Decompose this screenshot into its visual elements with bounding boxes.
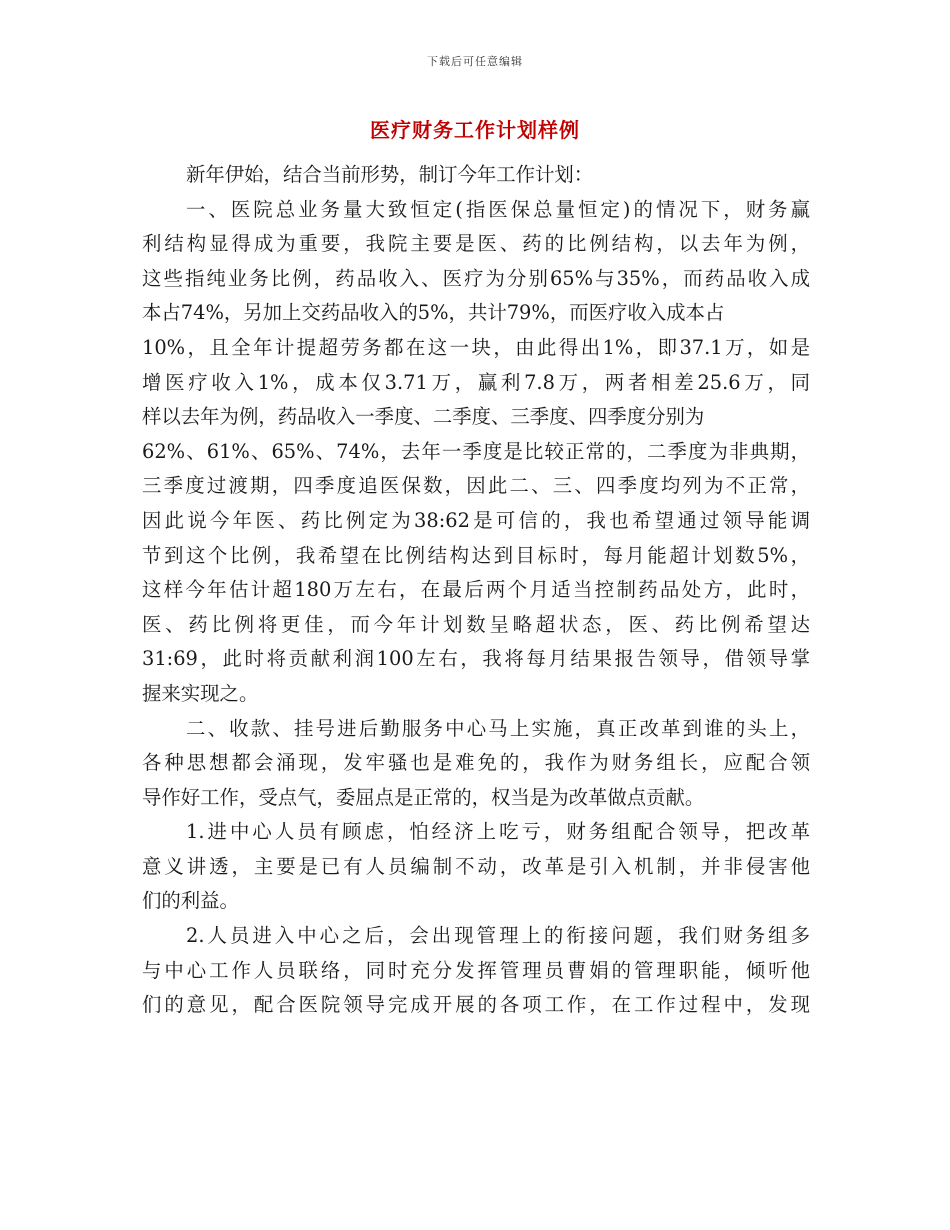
body-text-line: 们的利益。 xyxy=(142,889,239,913)
page-header-note: 下载后可任意编辑 xyxy=(427,55,523,68)
body-text-line: 新年伊始，结合当前形势，制订今年工作计划： xyxy=(186,163,594,186)
body-text-line: 62%、61%、65%、74%，去年一季度是比较正常的，二季度为非典期， xyxy=(142,439,810,463)
document-body xyxy=(142,158,810,1023)
body-text-line: 1.进中心人员有顾虑，怕经济上吃亏，财务组配合领导，把改革 xyxy=(186,820,810,844)
body-text-line: 本占74%，另加上交药品收入的5%，共计79%，而医疗收入成本占 xyxy=(142,301,725,325)
body-text-line: 31:69，此时将贡献利润100左右，我将每月结果报告领导，借领导掌 xyxy=(142,647,810,671)
body-text-line: 节到这个比例，我希望在比例结构达到目标时，每月能超计划数5%， xyxy=(142,543,810,567)
body-text-line: 医、药比例将更佳，而今年计划数呈略超状态，医、药比例希望达 xyxy=(142,612,810,636)
body-text-line: 10%，且全年计提超劳务都在这一块，由此得出1%，即37.1万，如是 xyxy=(142,335,810,359)
document-title: 医疗财务工作计划样例 xyxy=(370,118,580,142)
body-text-line: 导作好工作，受点气，委屈点是正常的，权当是为改革做点贡献。 xyxy=(142,785,705,809)
body-text-line: 增医疗收入1%，成本仅3.71万，赢利7.8万，两者相差25.6万，同 xyxy=(142,370,810,394)
body-text-line: 三季度过渡期，四季度追医保数，因此二、三、四季度均列为不正常， xyxy=(142,474,810,498)
body-text-line: 们的意见，配合医院领导完成开展的各项工作，在工作过程中，发现 xyxy=(142,993,810,1017)
body-text-line: 样以去年为例，药品收入一季度、二季度、三季度、四季度分别为 xyxy=(142,405,705,429)
body-text-line: 因此说今年医、药比例定为38:62是可信的，我也希望通过领导能调 xyxy=(142,508,810,532)
body-text-line: 握来实现之。 xyxy=(142,681,259,705)
body-text-line: 二、收款、挂号进后勤服务中心马上实施，真正改革到谁的头上， xyxy=(186,716,810,740)
body-text-line: 这样今年估计超180万左右，在最后两个月适当控制药品处方，此时， xyxy=(142,578,810,602)
body-text-line: 这些指纯业务比例，药品收入、医疗为分别65%与35%，而药品收入成 xyxy=(142,266,810,290)
body-text-line: 与中心工作人员联络，同时充分发挥管理员曹娟的管理职能，倾听他 xyxy=(142,958,810,982)
body-text-line: 意义讲透，主要是已有人员编制不动，改革是引入机制，并非侵害他 xyxy=(142,854,810,878)
body-text-line: 各种思想都会涌现，发牢骚也是难免的，我作为财务组长，应配合领 xyxy=(142,751,810,775)
body-text-line: 2.人员进入中心之后，会出现管理上的衔接问题，我们财务组多 xyxy=(186,924,810,948)
body-text-line: 利结构显得成为重要，我院主要是医、药的比例结构，以去年为例， xyxy=(142,232,810,256)
body-text-line: 一、医院总业务量大致恒定(指医保总量恒定)的情况下，财务赢 xyxy=(186,197,810,221)
